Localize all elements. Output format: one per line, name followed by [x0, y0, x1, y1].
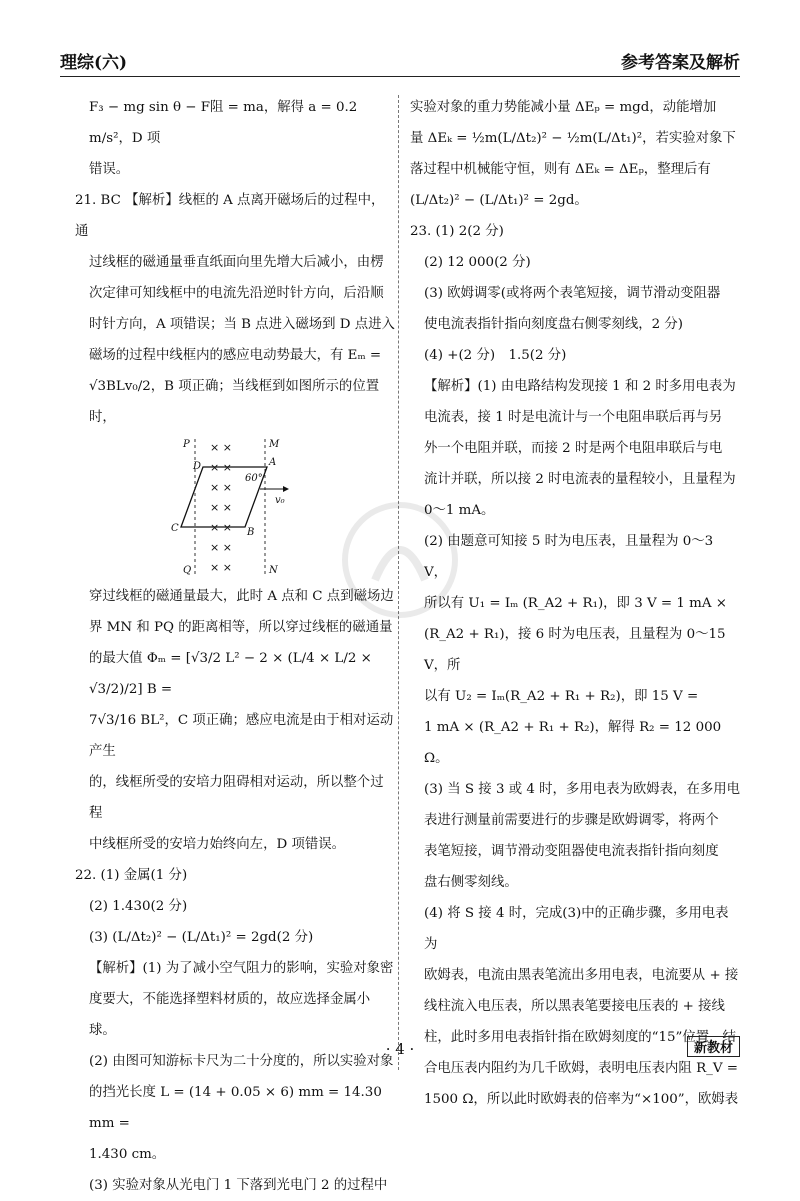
page-header [60, 44, 740, 77]
text-line: 实验对象的重力势能减小量 ΔEₚ = mgd，动能增加 [410, 100, 717, 115]
text-line: (R_A2 + R₁)，接 6 时为电压表，且量程为 0～15 V，所 [424, 627, 726, 673]
text-line: 的挡光长度 L = (14 + 0.05 × 6) mm = 14.30 mm = [89, 1085, 382, 1131]
text-line: 次定律可知线框中的电流先沿逆时针方向，后沿顺 [89, 286, 384, 301]
label-angle: 60° [245, 473, 263, 484]
text-line: (L/Δt₂)² − (L/Δt₁)² = 2gd。 [410, 193, 588, 208]
text-line: 穿过线框的磁通量最大，此时 A 点和 C 点到磁场边 [89, 589, 394, 604]
page-number: · 4 · [385, 1040, 415, 1058]
text-line: 欧姆表，电流由黑表笔流出多用电表，电流要从 + 接 [424, 968, 739, 983]
text-line: 使电流表指针指向刻度盘右侧零刻线，2 分) [424, 317, 684, 332]
svg-text:× ×: × × [210, 481, 232, 494]
label-c: C [171, 523, 179, 534]
answer-23-header: 23. (1) 2(2 分) [410, 224, 504, 239]
text-line: 度要大，不能选择塑料材质的，故应选择金属小球。 [89, 992, 371, 1038]
text-line: 的，线框所受的安培力阻碍相对运动，所以整个过程 [89, 775, 384, 821]
label-v0: v₀ [275, 495, 285, 506]
watermark-logo-icon [340, 500, 460, 620]
svg-text:× ×: × × [210, 441, 232, 454]
label-q: Q [183, 565, 192, 576]
text-line: 7√3/16 BL²，C 项正确；感应电流是由于相对运动产生 [89, 713, 394, 759]
text-line: 1.430 cm。 [89, 1147, 166, 1162]
text-line: 流计并联，所以接 2 时电流表的量程较小，且量程为 [424, 472, 736, 487]
text-line: 合电压表内阻约为几千欧姆，表明电压表内阻 R_V = [424, 1061, 738, 1076]
text-line: (3) 当 S 接 3 或 4 时，多用电表为欧姆表，在多用电 [424, 782, 741, 797]
header-title: 理综(六) [60, 52, 128, 73]
svg-text:× ×: × × [210, 541, 232, 554]
text-line: 柱，此时多用电表指针指在欧姆刻度的“15”位置，结 [424, 1030, 736, 1045]
header-subtitle: 参考答案及解析 [621, 52, 740, 73]
text-line: √3BLv₀/2，B 项正确；当线框到如图所示的位置时， [89, 379, 380, 425]
text-line: (3) (L/Δt₂)² − (L/Δt₁)² = 2gd(2 分) [89, 930, 314, 945]
text-line: 错误。 [89, 162, 130, 177]
text-line: 【解析】(1) 为了减小空气阻力的影响，实验对象密 [89, 961, 394, 976]
text-line: 电流表，接 1 时是电流计与一个电阻串联后再与另 [424, 410, 723, 425]
svg-text:× ×: × × [210, 521, 232, 534]
text-line: (3) 实验对象从光电门 1 下落到光电门 2 的过程中 [89, 1178, 388, 1193]
text-line: 1 mA × (R_A2 + R₁ + R₂)，解得 R₂ = 12 000 Ω。 [424, 720, 722, 766]
text-line: 所以有 U₁ = Iₘ (R_A2 + R₁)，即 3 V = 1 mA × [424, 596, 728, 611]
text-line: 外一个电阻并联，而接 2 时是两个电阻串联后与电 [424, 441, 723, 456]
label-d: D [193, 461, 202, 472]
label-a: A [269, 457, 277, 468]
edition-badge: 新教材 [687, 1036, 740, 1057]
label-p: P [183, 439, 190, 450]
text-line: 量 ΔEₖ = ½m(L/Δt₂)² − ½m(L/Δt₁)²，若实验对象下 [410, 131, 736, 146]
text-line: 表进行测量前需要进行的步骤是欧姆调零，将两个 [424, 813, 719, 828]
text-line: 线柱流入电压表，所以黑表笔要接电压表的 + 接线 [424, 999, 725, 1014]
answer-21-header: 21. BC 【解析】线框的 A 点离开磁场后的过程中，通 [75, 193, 385, 239]
label-m: M [269, 439, 280, 450]
label-b: B [247, 527, 255, 538]
text-line: 表笔短接，调节滑动变阻器使电流表指针指向刻度 [424, 844, 719, 859]
text-line: (3) 欧姆调零(或将两个表笔短接，调节滑动变阻器 [424, 286, 721, 301]
text-line: (2) 由题意可知接 5 时为电压表，且量程为 0～3 V， [424, 534, 714, 580]
text-line: 的最大值 Φₘ = [√3/2 L² − 2 × (L/4 × L/2 × √3/2)/2] B = [89, 651, 372, 697]
text-line: 界 MN 和 PQ 的距离相等，所以穿过线框的磁通量 [89, 620, 393, 635]
text-line: (2) 1.430(2 分) [89, 899, 188, 914]
text-line: 落过程中机械能守恒，则有 ΔEₖ = ΔEₚ，整理后有 [410, 162, 711, 177]
text-line: 过线框的磁通量垂直纸面向里先增大后减小，由楞 [89, 255, 384, 270]
text-line: 盘右侧零刻线。 [424, 875, 518, 890]
svg-text:× ×: × × [210, 501, 232, 514]
text-line: (2) 由图可知游标卡尺为二十分度的，所以实验对象 [89, 1054, 394, 1069]
text-line: 时针方向，A 项错误；当 B 点进入磁场到 D 点进入 [89, 317, 395, 332]
label-n: N [269, 565, 278, 576]
answer-22-header: 22. (1) 金属(1 分) [75, 868, 188, 883]
text-line: 【解析】(1) 由电路结构发现接 1 和 2 时多用电表为 [424, 379, 736, 394]
text-line: (2) 12 000(2 分) [424, 255, 531, 270]
text-line: 1500 Ω，所以此时欧姆表的倍率为“×100”，欧姆表 [424, 1092, 739, 1107]
text-line: F₃ − mg sin θ − F阻 = ma，解得 a = 0.2 m/s²，D 项 [89, 100, 358, 146]
svg-text:× ×: × × [210, 461, 232, 474]
text-line: (4) +(2 分) 1.5(2 分) [424, 348, 567, 363]
text-line: 以有 U₂ = Iₘ(R_A2 + R₁ + R₂)，即 15 V = [424, 689, 699, 704]
text-line: 中线框所受的安培力始终向左，D 项错误。 [89, 837, 346, 852]
text-line: 0～1 mA。 [424, 503, 495, 518]
left-column [75, 92, 395, 1201]
magnetic-field-diagram [165, 437, 305, 577]
svg-text:× ×: × × [210, 561, 232, 574]
text-line: 磁场的过程中线框内的感应电动势最大，有 Eₘ = [89, 348, 382, 363]
text-line: (4) 将 S 接 4 时，完成(3)中的正确步骤，多用电表为 [424, 906, 729, 952]
